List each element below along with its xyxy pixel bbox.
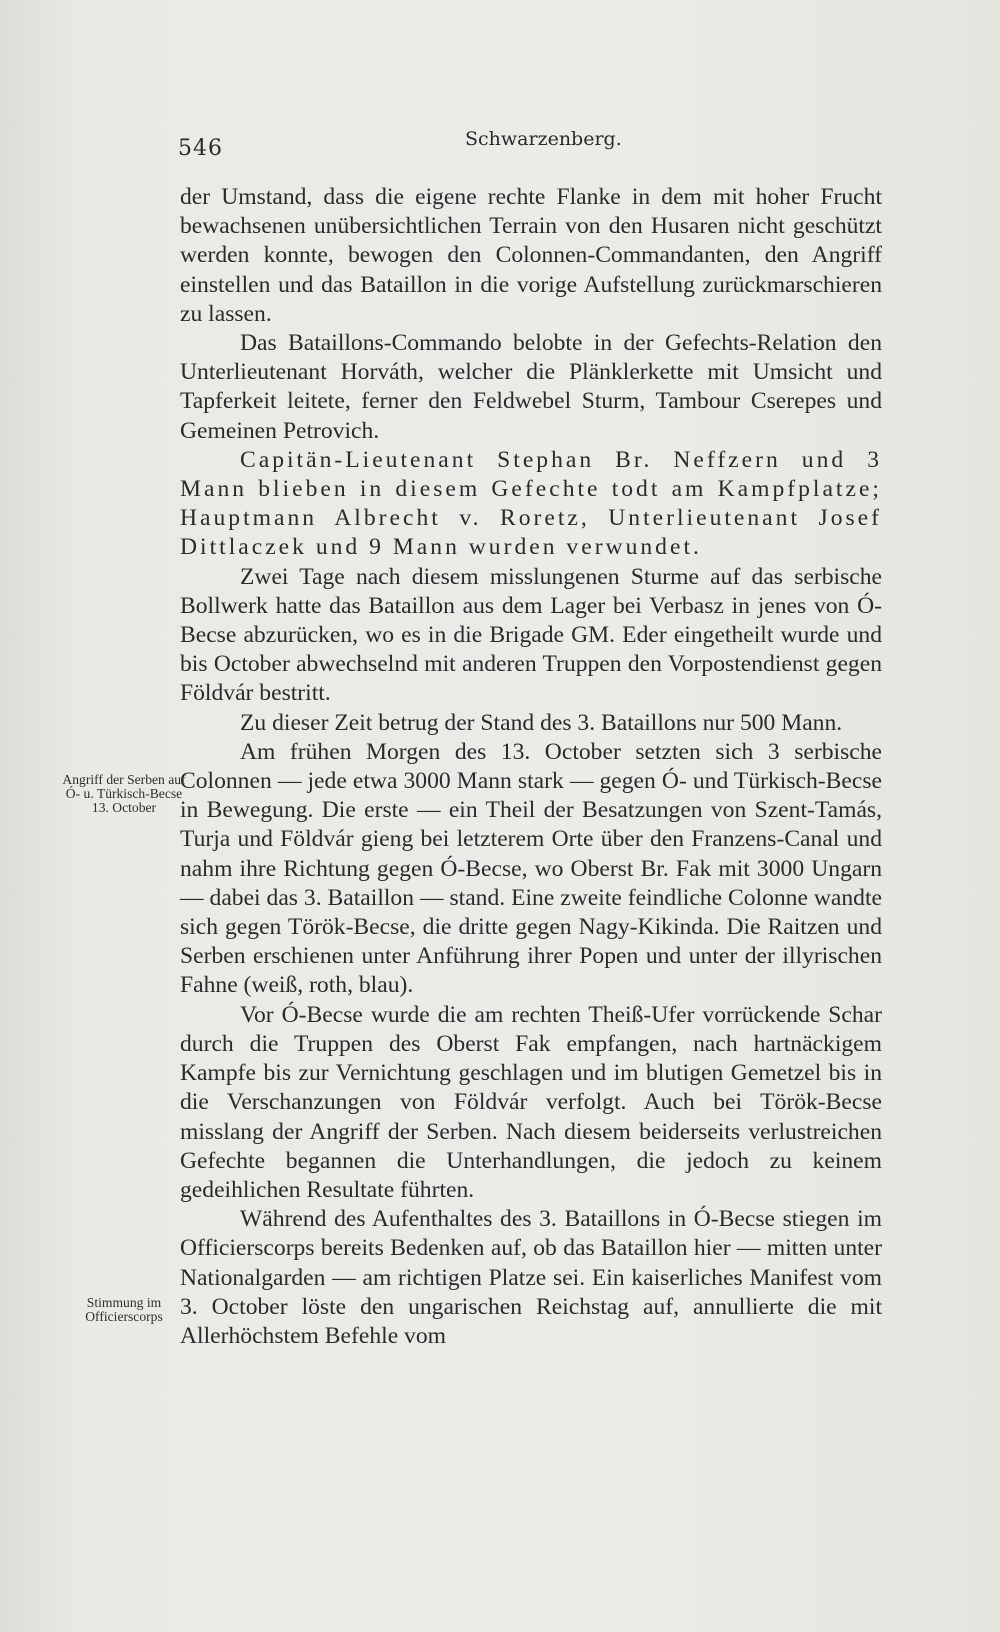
margin-note-angriff: Angriff der Serben auf Ó- u. Türkisch-Becse 13. October bbox=[62, 772, 186, 815]
paragraph: Am frühen Morgen des 13. October setzten sich 3 serbische Colonnen — jede etwa 3000 Mann stark — gegen Ó- und Türkisch-Becse in Bewegung. Die erste — ein Theil der Besatzungen von Szent-Tamás, Turja und Földvár gieng bei letzterem Orte über den Franzens-Canal und nahm ihre Richtung gegen Ó-Becse, wo Oberst Br. Fak mit 3000 Ungarn — dabei das 3. Bataillon — stand. Eine zweite feindliche Colonne wandte sich gegen Török-Becse, die dritte gegen Nagy-Kikinda. Die Raitzen und Serben erschienen unter Anführung ihrer Popen und unter der illyrischen Fahne (weiß, roth, blau). bbox=[180, 738, 882, 999]
paragraph: Vor Ó-Becse wurde die am rechten Theiß-Ufer vorrückende Schar durch die Truppen des Oberst Fak empfangen, nach hartnäckigem Kampfe bis zur Vernichtung geschlagen und im blutigen Gemetzel bis in die Verschanzungen von Földvár verfolgt. Auch bei Török-Becse misslang der Angriff der Serben. Nach diesem beiderseits verlustreichen Gefechte begannen die Unterhandlungen, die jedoch zu keinem gedeihlichen Resultate führten. bbox=[180, 1001, 882, 1203]
page-number: 546 bbox=[178, 136, 223, 161]
paragraph: Während des Aufenthaltes des 3. Bataillons in Ó-Becse stiegen im Officierscorps bereits Bedenken auf, ob das Bataillon hier — mitten unter Nationalgarden — am richtigen Platze sei. Ein kaiserliches Manifest vom 3. October löste den ungarischen Reichstag auf, annullierte die mit Allerhöchstem Befehle vom bbox=[180, 1206, 882, 1349]
page-header bbox=[178, 128, 898, 168]
paragraph: Zwei Tage nach diesem misslungenen Sturme auf das serbische Bollwerk hatte das Bataillon aus dem Lager bei Verbasz in jenes von Ó-Becse abzurücken, wo es in die Brigade GM. Eder eingetheilt wurde und bis October abwechselnd mit anderen Truppen den Vorpostendienst gegen Földvár bestritt. bbox=[180, 563, 882, 707]
paragraph: Zu dieser Zeit betrug der Stand des 3. Bataillons nur 500 Mann. bbox=[240, 709, 843, 736]
paragraph: Capitän-Lieutenant Stephan Br. Neffzern und 3 Mann blieben in diesem Gefechte todt am Kampfplatze; Hauptmann Albrecht v. Roretz, Unterlieutenant Josef Dittlaczek und 9 Mann wurden verwundet. bbox=[180, 446, 882, 561]
paragraph: Das Bataillons-Commando belobte in der Gefechts-Relation den Unterlieutenant Horváth, welcher die Plänklerkette mit Umsicht und Tapferkeit leitete, ferner den Feldwebel Sturm, Tambour Cserepes und Gemeinen Petrovich. bbox=[180, 330, 882, 444]
running-head: Schwarzenberg. bbox=[465, 128, 622, 150]
margin-note-stimmung: Stimmung im Officierscorps bbox=[85, 1295, 163, 1324]
body-text bbox=[180, 183, 882, 1351]
paragraph: der Umstand, dass die eigene rechte Flanke in dem mit hoher Frucht bewachsenen unübersichtlichen Terrain von den Husaren nicht geschützt werden konnte, bewogen den Colonnen-Commandanten, den Angriff einstellen und das Bataillon in die vorige Aufstellung zurückmarschieren zu lassen. bbox=[180, 184, 882, 327]
